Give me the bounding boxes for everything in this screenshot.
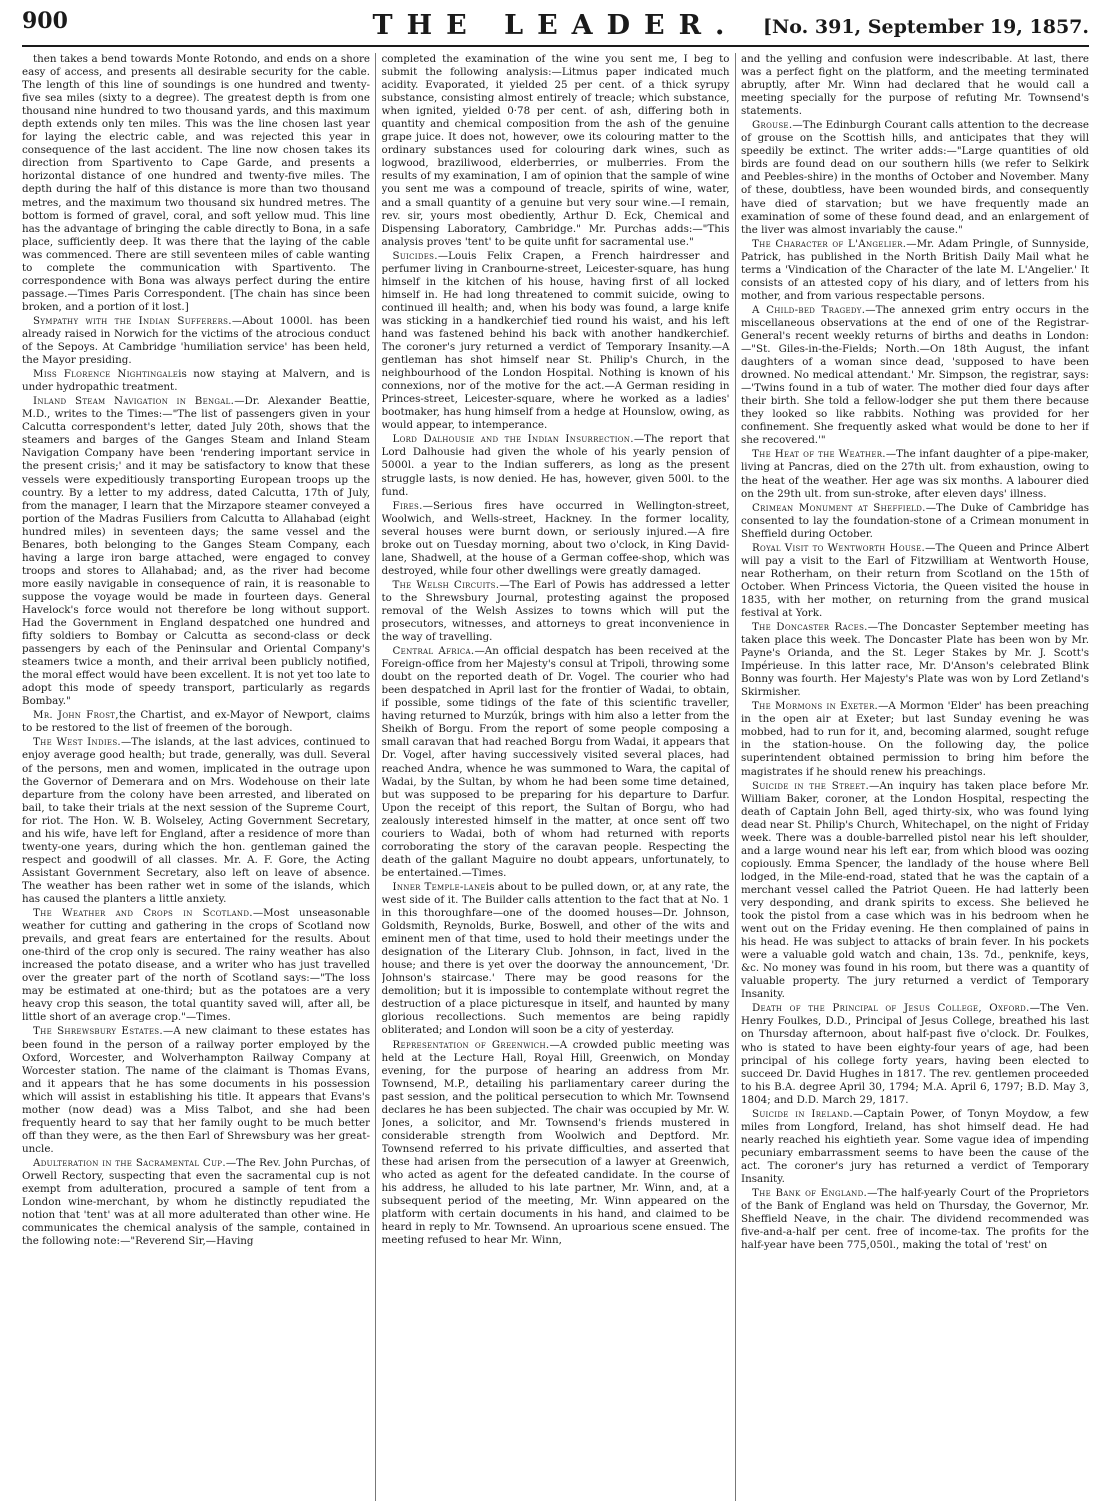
article-paragraph (22, 395, 370, 708)
article-text: —Louis Felix Crapen, a French hairdresser and perfumer living in Cranbourne-street, Leicester-square, has hung himself in the kitchen of his house, having first of all locked himself in. He had long threatened to commit suicide, owing to continued ill health; and, when his body was found, a large knife was sticking in a handkerchief tied round his waist, and his left hand was fastened behind his back with another handkerchief. The coroner's jury returned a verdict of Temporary Insanity.—A gentleman has shot himself near St. Philip's Church, in the neighbourhood of the London Hospital. Nothing is known of his connexions, nor of the motive for the act.—A German residing in Princes-street, Leicester-square, where he worked as a ladies' bootmaker, has hung himself from a hedge at Hounslow, owing, as would appear, to intemperance. (381, 249, 730, 432)
article-paragraph (741, 53, 1089, 118)
article-paragraph (741, 780, 1089, 1002)
article-paragraph (382, 579, 730, 644)
issue-info: [No. 391, September 19, 1857. (762, 16, 1089, 38)
article-paragraph (741, 502, 1089, 541)
column-1 (22, 53, 370, 1501)
article-heading: Death of the Principal of Jesus College, Oxford. (752, 1002, 1030, 1015)
article-text: —A new claimant to these estates has been found in the person of a railway porter employed by the Oxford, Worcester, and Wolverhampton Railway Company at Worcester station. The name of the claimant is Thomas Evans, and it appears that he has some documents in his possession which will assist in establishing his title. It appears that Evans's mother (now dead) was a Miss Talbot, and she had been frequently heard to say that her family ought to be much better off than they were, as the then Earl of Shrewsbury was her great-uncle. (22, 1025, 370, 1155)
article-heading: The Mormons in Exeter. (752, 700, 879, 713)
article-text: —The report that Lord Dalhousie had given the whole of his yearly pension of 5000l. a year to the Indian sufferers, as long as the present struggle lasts, is now denied. He has, however, given 500l. to the fund. (381, 433, 730, 498)
header-rule (22, 45, 1089, 47)
article-text: —Serious fires have occurred in Wellington-street, Woolwich, and Wells-street, Hackney. In the former locality, several houses were burnt down, or seriously injured.—A fire broke out on Tuesday morning, about two o'clock, in King David-lane, Shadwell, at the house of a German coffee-shop, which was destroyed, while four other dwellings were greatly damaged. (381, 499, 730, 577)
article-text: —An inquiry has taken place before Mr. William Baker, coroner, at the London Hospital, respecting the death of Captain John Bell, aged thirty-six, who was found lying dead near St. Philip's Church, Whitechapel, on the night of Friday week. There was a double-barrelled pistol near his left shoulder, and a large wound near his left ear, from which blood was oozing copiously. Emma Spencer, the landlady of the house where Bell lodged, in the Mile-end-road, stated that he was the captain of a merchant vessel called the Patriot Queen. He had latterly been very desponding, and drank spirits to excess. She believed he took the pistol from a case which was in his bedroom when he went out on the Friday evening. He then complained of pains in his head. He was subject to attacks of brain fever. In his pockets were a valuable gold watch and chain, 13s. 7d., penknife, keys, &c. No money was found in his room, but there was a quantity of valuable property. The jury returned a verdict of Temporary Insanity. (741, 779, 1089, 1001)
article-paragraph (382, 645, 730, 880)
article-columns (22, 53, 1089, 1501)
article-heading: Miss Florence Nightingale (33, 368, 179, 381)
article-text: —Mr. Adam Pringle, of Sunnyside, Patrick, has published in the North British Daily Mail what he terms a 'Vindication of the Character of the late M. L'Angelier.' It consists of an attested copy of his diary, and of letters from his mother, and from various respectable persons. (741, 237, 1089, 302)
column-divider (735, 53, 736, 1501)
article-heading: Crimean Monument at Sheffield. (752, 501, 926, 514)
article-paragraph (741, 700, 1089, 778)
article-text: the Chartist, and ex-Mayor of Newport, claims to be restored to the list of freemen of the borough. (22, 709, 370, 735)
article-text: —Captain Power, of Tonyn Moydow, a few miles from Longford, Ireland, has shot himself dead. He had nearly reached his eightieth year. Some vague idea of impending pecuniary embarrassment seems to have been the cause of the act. The coroner's jury has returned a verdict of Temporary Insanity. (741, 1107, 1089, 1185)
article-paragraph (741, 621, 1089, 699)
column-divider (375, 53, 376, 1501)
article-heading: Royal Visit to Wentworth House. (752, 541, 926, 554)
article-text: —The Rev. John Purchas, of Orwell Rectory, suspecting that even the sacramental cup is not exempt from adulteration, procured a sample of tent from a London wine-merchant, by whom he distinctly repudiated the notion that 'tent' was at all more adulterated than other wine. He communicates the chemical analysis of the sample, contained in the following note:—"Reverend Sir,—Having (22, 1156, 370, 1248)
article-paragraph (22, 368, 370, 394)
article-paragraph (382, 433, 730, 498)
article-text: —The islands, at the last advices, continued to enjoy average good health; but trade, generally, was dull. Several of the persons, men and women, implicated in the outrage upon the Governor of Demerara and on Mrs. Wodehouse on their late departure from the colony have been arrested, and liberated on bail, to take their trials at the next session of the Supreme Court, for riot. The Hon. W. B. Wolseley, Acting Government Secretary, and his wife, have left for England, after a residence of more than twenty-one years, during which the hon. gentleman gained the respect and goodwill of all classes. Mr. A. F. Gore, the Acting Assistant Government Secretary, also left on leave of absence. The weather has been rather wet in some of the islands, which has caused the planters a little anxiety. (22, 736, 370, 905)
article-heading: The Doncaster Races. (752, 621, 868, 634)
column-2 (382, 53, 730, 1501)
article-paragraph (741, 119, 1089, 236)
article-heading: The Welsh Circuits. (392, 578, 500, 591)
article-paragraph (741, 304, 1089, 448)
article-paragraph (382, 881, 730, 1038)
article-heading: Representation of Greenwich. (392, 1038, 550, 1051)
article-text: and the yelling and confusion were indescribable. At last, there was a perfect fight on the platform, and the meeting terminated abruptly, after Mr. Winn had declared that he would call a meeting specially for the purpose of refuting Mr. Townsend's statements. (741, 53, 1089, 118)
article-heading: The Shrewsbury Estates. (33, 1025, 163, 1038)
article-text: —The Queen and Prince Albert will pay a visit to the Earl of Fitzwilliam at Wentworth House, near Rotherham, on their return from Scotland on the 15th of October. When Princess Victoria, the Queen visited the house in 1835, with her mother, on returning from the grand musical festival at York. (741, 541, 1089, 619)
article-text: —The Earl of Powis has addressed a letter to the Shrewsbury Journal, protesting against the proposed removal of the Welsh Assizes to towns which will put the prosecutors, witnesses, and attorneys to great inconvenience in the way of travelling. (381, 578, 730, 644)
article-heading: Suicides. (392, 249, 438, 262)
article-heading: Sympathy with the Indian Sufferers. (33, 314, 232, 327)
article-paragraph (22, 1157, 370, 1248)
article-heading: The Bank of England. (752, 1187, 868, 1200)
article-heading: The West Indies. (33, 736, 121, 749)
page-number: 900 (22, 8, 68, 34)
article-paragraph (741, 1187, 1089, 1252)
article-paragraph (741, 238, 1089, 303)
article-paragraph (382, 500, 730, 578)
article-heading: Mr. John Frost, (33, 709, 119, 722)
article-text: —The annexed grim entry occurs in the miscellaneous observations at the end of one of the Registrar-General's recent weekly returns of births and deaths in London:—"St. Giles-in-the-Fields; North.—On 18th August, the infant daughters of a woman since dead, 'supposed to have been drowned. No medical attendant.' Mr. Simpson, the registrar, says:—'Twins found in a tub of water. The mother died four days after their birth. She told a fellow-lodger she put them there because they looked so like rabbits. Nothing was provided for her confinement. She frequently asked what would be done to her if she recovered.'" (741, 303, 1089, 447)
article-heading: A Child-bed Tragedy. (752, 303, 866, 316)
article-heading: Suicide in the Street. (752, 779, 870, 792)
article-text: —The Edinburgh Courant calls attention to the decrease of grouse on the Scottish hills, and anticipates that they will speedily be extinct. The writer adds:—"Large quantities of old birds are found dead on our southern hills (we refer to Selkirk and Peebles-shire) in the months of October and November. Many of these, doubtless, have been wounded birds, and consequently have died of starvation; but we have frequently made an examination of some of these found dead, and an enlargement of the liver was almost invariably the cause." (741, 119, 1089, 236)
article-text: —Dr. Alexander Beattie, M.D., writes to the Times:—"The list of passengers given in your Calcutta correspondent's letter, dated July 20th, shows that the steamers and barges of the Ganges Steam and Inland Steam Navigation Company have been 'rendering important service in the present crisis;' and it may be satisfactory to know that these vessels were expeditiously transporting European troops up the country. By a letter to my address, dated Calcutta, 17th of July, from the manager, I learn that the Mirzapore steamer conveyed a portion of the Madras Fusiliers from Calcutta to Allahabad (eight hundred miles) in seventeen days; the same vessel and the Benares, both belonging to the Ganges Steam Company, each having a large iron barge attached, were engaged to convey troops and stores to Allahabad; and, as the river had become more easily navigable in consequence of rain, it is reasonable to suppose the voyage would be made in fourteen days. General Havelock's force would not therefore be long without support. Had the Government in England despatched one hundred and fifty soldiers to Bombay or Calcutta as second-class or deck passengers by each of the Peninsular and Oriental Company's steamers twice a month, and their arrival been publicly notified, the moral effect would have been excellent. It is not yet too late to adopt this mode of speedy transport, particularly as regards Bombay." (22, 395, 370, 708)
article-paragraph (22, 315, 370, 367)
article-paragraph (741, 1002, 1089, 1106)
article-text: —The Duke of Cambridge has consented to lay the foundation-stone of a Crimean monument in Sheffield during October. (741, 501, 1089, 540)
article-heading: Lord Dalhousie and the Indian Insurrection. (392, 433, 634, 446)
article-text: then takes a bend towards Monte Rotondo, and ends on a shore easy of access, and presents all desirable security for the cable. The length of this line of soundings is one hundred and twenty-five sea miles (sixty to a degree). The greatest depth is from one thousand nine hundred to two thousand yards, and this maximum depth extends only ten miles. This was the line chosen last year for laying the electric cable, and was rejected this year in consequence of the last accident. The line now chosen takes its direction from Spartivento to Cape Garde, and presents a horizontal distance of one hundred and twenty-five miles. The depth during the half of this distance is more than two thousand metres, and the maximum two thousand six hundred metres. The bottom is formed of gravel, coral, and soft yellow mud. This line has the advantage of bringing the cable directly to Bona, in a safe place, sufficiently deep. It was there that the laying of the cable was commenced. There are still seventeen miles of cable wanting to complete the communication with Spartivento. The correspondence with Bona was always perfect during the entire passage.—Times Paris Correspondent. [The chain has since been broken, and a portion of it lost.] (22, 53, 370, 313)
article-heading: The Character of L'Angelier. (752, 237, 907, 250)
article-paragraph (22, 1025, 370, 1155)
column-3 (741, 53, 1089, 1501)
article-heading: Adulteration in the Sacramental Cup. (33, 1156, 226, 1169)
article-paragraph (22, 736, 370, 906)
article-text: —The infant daughter of a pipe-maker, living at Pancras, died on the 27th ult. from exhaustion, owing to the heat of the weather. Her age was six months. A labourer died on the 29th ult. from sun-stroke, after eleven days' illness. (741, 448, 1089, 500)
article-text: —A crowded public meeting was held at the Lecture Hall, Royal Hill, Greenwich, on Monday evening, for the purpose of hearing an address from Mr. Townsend, M.P., detailing his parliamentary career during the past session, and the political persecution to which Mr. Townsend declares he has been subjected. The chair was occupied by Mr. W. Jones, a solicitor, and Mr. Townsend's friends mustered in considerable strength from Woolwich and Deptford. Mr. Townsend referred to his private difficulties, and asserted that these had arisen from the persecution of a lawyer at Greenwich, who acted as agent for the defeated candidate. In the course of his address, he alluded to his late partner, Mr. Winn, and, at a subsequent period of the meeting, Mr. Winn appeared on the platform with certain documents in his hand, and claimed to be heard in reply to Mr. Townsend. An uproarious scene ensued. The meeting refused to hear Mr. Winn, (381, 1038, 730, 1247)
article-text: —A Mormon 'Elder' has been preaching in the open air at Exeter; but last Sunday evening he was mobbed, had to run for it, and, becoming alarmed, sought refuge in the station-house. On the following day, the police superintendent obtained permission to bring him before the magistrates if he should renew his preachings. (741, 700, 1089, 778)
article-text: —The Doncaster September meeting has taken place this week. The Doncaster Plate has been won by Mr. Payne's Orianda, and the St. Leger Stakes by Mr. J. Scott's Impérieuse. In this latter race, Mr. D'Anson's celebrated Blink Bonny was fourth. Her Majesty's Plate was won by Lord Zetland's Skirmisher. (741, 621, 1089, 699)
article-paragraph (382, 1039, 730, 1248)
page-header (22, 6, 1089, 48)
article-heading: The Heat of the Weather. (752, 448, 886, 461)
article-text: —About 1000l. has been already raised in Norwich for the victims of the atrocious conduct of the Sepoys. At Cambridge 'humiliation service' has been held, the Mayor presiding. (22, 314, 370, 367)
article-text: —The half-yearly Court of the Proprietors of the Bank of England was held on Thursday, the Governor, Mr. Sheffield Neave, in the chair. The dividend recommended was five-and-a-half per cent. free of income-tax. The profits for the half-year have been 775,050l., making the total of 'rest' on (741, 1187, 1089, 1252)
article-paragraph (741, 448, 1089, 500)
article-heading: Inner Temple-lane (392, 880, 486, 893)
article-paragraph (741, 1108, 1089, 1186)
article-heading: Grouse. (752, 119, 793, 132)
article-heading: Suicide in Ireland. (752, 1107, 853, 1120)
article-heading: Central Africa. (392, 645, 475, 658)
article-paragraph (22, 907, 370, 1024)
article-heading: The Weather and Crops in Scotland. (33, 907, 253, 920)
article-text: —The Ven. Henry Foulkes, D.D., Principal of Jesus College, breathed his last on Thursday afternoon, about half-past five o'clock. Dr. Foulkes, who is stated to have been eighty-four years of age, had been principal of his college forty years, having been elected to succeed Dr. David Hughes in 1817. The rev. gentlemen proceeded to his B.A. degree April 30, 1794; M.A. April 6, 1797; B.D. May 3, 1804; and D.D. March 29, 1817. (741, 1002, 1089, 1106)
article-paragraph (22, 709, 370, 735)
article-paragraph (382, 250, 730, 433)
article-text: is about to be pulled down, or, at any rate, the west side of it. The Builder calls attention to the fact that at No. 1 in this thoroughfare—one of the doomed houses—Dr. Johnson, Goldsmith, Reynolds, Burke, Boswell, and other of the wits and eminent men of that time, used to hold their meetings under the designation of the Literary Club. Johnson, in fact, lived in the house; and there is yet over the doorway the announcement, 'Dr. Johnson's staircase.' There may be good reasons for the demolition; but it is impossible to contemplate without regret the destruction of a place picturesque in itself, and haunted by many glorious recollections. Such mementos are being rapidly obliterated; and London will soon be a city of yesterday. (381, 880, 730, 1037)
article-text: is now staying at Malvern, and is under hydropathic treatment. (22, 368, 370, 394)
article-text: —An official despatch has been received at the Foreign-office from her Majesty's consul at Tripoli, throwing some doubt on the reported death of Dr. Vogel. The courier who had been despatched in April last for the frontier of Wadai, to obtain, if possible, some tidings of the fate of this scientific traveller, having returned to Murzúk, brings with him also a letter from the Sheikh of Borgu. From the report of some people composing a small caravan that had reached Borgu from Wadai, it appears that Dr. Vogel, after having successively visited several places, had reached Andra, whence he was summoned to Wara, the capital of Wadai, by the Sultan, by whom he had been some time detained, but was supposed to be preparing for his departure to Darfur. Upon the receipt of this report, the Sultan of Borgu, who had zealously interested himself in the matter, at once sent off two couriers to Wadai, both of whom had returned with reports corroborating the story of the caravan people. Respecting the death of the gallant Maguire no doubt appears, unfortunately, to be entertained.—Times. (381, 645, 730, 879)
article-text: completed the examination of the wine you sent me, I beg to submit the following analysis:—Litmus paper indicated much acidity. Evaporated, it yielded 25 per cent. of a thick syrupy substance, consisting almost entirely of treacle; which substance, when ignited, yielded 0·78 per cent. of ash, differing both in quantity and chemical composition from the ash of the genuine grape juice. It does not, however, owe its colouring matter to the ordinary substances used for colouring dark wines, such as logwood, braziliwood, elderberries, or mulberries. From the results of my examination, I am of opinion that the sample of wine you sent me was a compound of treacle, spirits of wine, water, and a small quantity of a genuine but very sour wine.—I remain, rev. sir, yours most obediently, Arthur D. Eck, Chemical and Dispensing Laboratory, Cambridge." Mr. Purchas adds:—"This analysis proves 'tent' to be quite unfit for sacramental use." (381, 53, 730, 248)
masthead-title: THE LEADER. (372, 10, 739, 41)
article-paragraph (22, 53, 370, 314)
article-paragraph (741, 542, 1089, 620)
article-heading: Fires. (392, 499, 423, 512)
article-text: —Most unseasonable weather for cutting and gathering in the crops of Scotland now prevails, and great fears are entertained for the results. About one-third of the crop only is secured. The rainy weather has also increased the potato disease, and a writer who has just travelled over the greater part of the north of Scotland says:—"The loss may be estimated at one-third; but as the potatoes are a very heavy crop this season, the total quantity saved will, after all, be little short of an average crop."—Times. (22, 907, 370, 1024)
article-heading: Inland Steam Navigation in Bengal. (33, 395, 235, 408)
article-paragraph (382, 53, 730, 249)
